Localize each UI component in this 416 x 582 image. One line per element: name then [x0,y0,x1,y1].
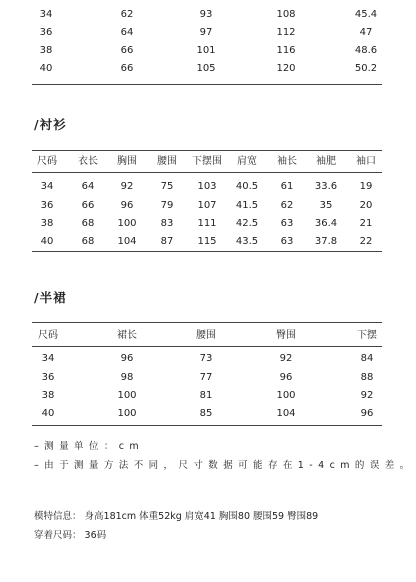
top_table-table-cell: 105 [196,63,216,74]
shirt-table-cell: 64 [81,181,95,192]
top_table-table-cell: 120 [276,63,296,74]
shirt-table-cell: 68 [81,218,95,229]
top_table-table-cell: 34 [39,9,53,20]
top_table-table-cell: 38 [39,45,53,56]
skirt-table-cell: 34 [41,353,55,364]
top_table-table-cell: 108 [276,9,296,20]
shirt-table-cell: 35 [319,200,333,211]
top_table-table-cell: 112 [276,27,296,38]
shirt-table-cell: 42.5 [235,218,259,229]
top_table-table-cell: 40 [39,63,53,74]
top_table-table-cell: 62 [120,9,134,20]
shirt-header-cell: 肩宽 [237,156,257,167]
skirt-table-cell: 100 [117,408,137,419]
skirt-header-cell: 臀围 [276,330,296,341]
skirt-header-cell: 腰围 [196,330,216,341]
skirt-table-cell: 96 [279,372,293,383]
shirt-table-cell: 75 [160,181,174,192]
shirt-table-cell: 61 [280,181,294,192]
shirt-section-title: /衬衫 [34,117,67,132]
top_table-table-cell: 50.2 [354,63,378,74]
skirt-table-cell: 81 [199,390,213,401]
skirt-header-cell: 裙长 [117,330,137,341]
measurement-unit-note: – 测 量 单 位 ： c m [34,441,140,452]
shirt-table-cell: 20 [359,200,373,211]
skirt-table-cell: 92 [279,353,293,364]
skirt-table-cell: 73 [199,353,213,364]
shirt-table-cell: 36.4 [314,218,338,229]
shirt-header-cell: 衣长 [78,156,98,167]
shirt-table-cell: 63 [280,218,294,229]
skirt-table-cell: 96 [120,353,134,364]
shirt-table-cell: 36 [40,200,54,211]
shirt-table-cell: 38 [40,218,54,229]
shirt-table-cell: 115 [197,236,217,247]
shirt-table-top-border [32,150,382,151]
skirt-table-cell: 100 [117,390,137,401]
skirt-table-header-divider [32,346,382,347]
shirt-table-bottom-border [32,251,382,252]
shirt-table-cell: 33.6 [314,181,338,192]
shirt-table-cell: 37.8 [314,236,338,247]
shirt-table-cell: 40 [40,236,54,247]
skirt-table-cell: 85 [199,408,213,419]
shirt-table-cell: 87 [160,236,174,247]
skirt-table-top-border [32,322,382,323]
shirt-table-cell: 111 [197,218,217,229]
top_table-table-cell: 45.4 [354,9,378,20]
top_table-table-cell: 93 [199,9,213,20]
shirt-table-cell: 66 [81,200,95,211]
shirt-table-cell: 40.5 [235,181,259,192]
shirt-header-cell: 下摆围 [192,156,222,167]
measurement-error-note: – 由 于 测 量 方 法 不 同 ， 尺 寸 数 据 可 能 存 在 1 - 4 c m 的 误 差 。 [34,460,411,471]
skirt-header-cell: 尺码 [38,330,58,341]
shirt-header-cell: 袖肥 [316,156,336,167]
shirt-table-cell: 107 [197,200,217,211]
skirt-table-cell: 40 [41,408,55,419]
skirt-table-cell: 88 [360,372,374,383]
shirt-table-cell: 68 [81,236,95,247]
top_table-table-cell: 47 [359,27,373,38]
skirt-table-cell: 92 [360,390,374,401]
shirt-table-cell: 103 [197,181,217,192]
shirt-table-cell: 62 [280,200,294,211]
shirt-header-cell: 袖长 [277,156,297,167]
shirt-header-cell: 胸围 [117,156,137,167]
top_table-table-cell: 97 [199,27,213,38]
shirt-table-cell: 92 [120,181,134,192]
skirt-table-cell: 96 [360,408,374,419]
shirt-table-cell: 100 [117,218,137,229]
top_table-table-cell: 116 [276,45,296,56]
shirt-header-cell: 袖口 [356,156,376,167]
skirt-table-cell: 98 [120,372,134,383]
shirt-table-cell: 96 [120,200,134,211]
skirt-header-cell: 下摆 [357,330,377,341]
top_table-table-cell: 36 [39,27,53,38]
shirt-table-cell: 19 [359,181,373,192]
skirt-table-cell: 36 [41,372,55,383]
shirt-table-header-divider [32,172,382,173]
model-info: 模特信息： 身高181cm 体重52kg 肩宽41 胸围80 腰围59 臀围89 [34,511,319,522]
shirt-table-cell: 79 [160,200,174,211]
shirt-table-cell: 63 [280,236,294,247]
shirt-table-cell: 34 [40,181,54,192]
model-wearing-size: 穿着尺码： 36码 [34,530,107,541]
skirt-table-cell: 38 [41,390,55,401]
shirt-table-cell: 21 [359,218,373,229]
shirt-table-cell: 41.5 [235,200,259,211]
skirt-table-cell: 104 [276,408,296,419]
shirt-table-cell: 22 [359,236,373,247]
skirt-table-cell: 77 [199,372,213,383]
skirt-table-cell: 84 [360,353,374,364]
shirt-header-cell: 腰围 [157,156,177,167]
shirt-table-cell: 43.5 [235,236,259,247]
shirt-table-cell: 83 [160,218,174,229]
skirt-section-title: /半裙 [34,290,67,305]
skirt-table-cell: 100 [276,390,296,401]
top-table-bottom-border [32,84,382,85]
top_table-table-cell: 101 [196,45,216,56]
top_table-table-cell: 66 [120,45,134,56]
top_table-table-cell: 64 [120,27,134,38]
top_table-table-cell: 66 [120,63,134,74]
skirt-table-bottom-border [32,425,382,426]
shirt-table-cell: 104 [117,236,137,247]
shirt-header-cell: 尺码 [37,156,57,167]
top_table-table-cell: 48.6 [354,45,378,56]
